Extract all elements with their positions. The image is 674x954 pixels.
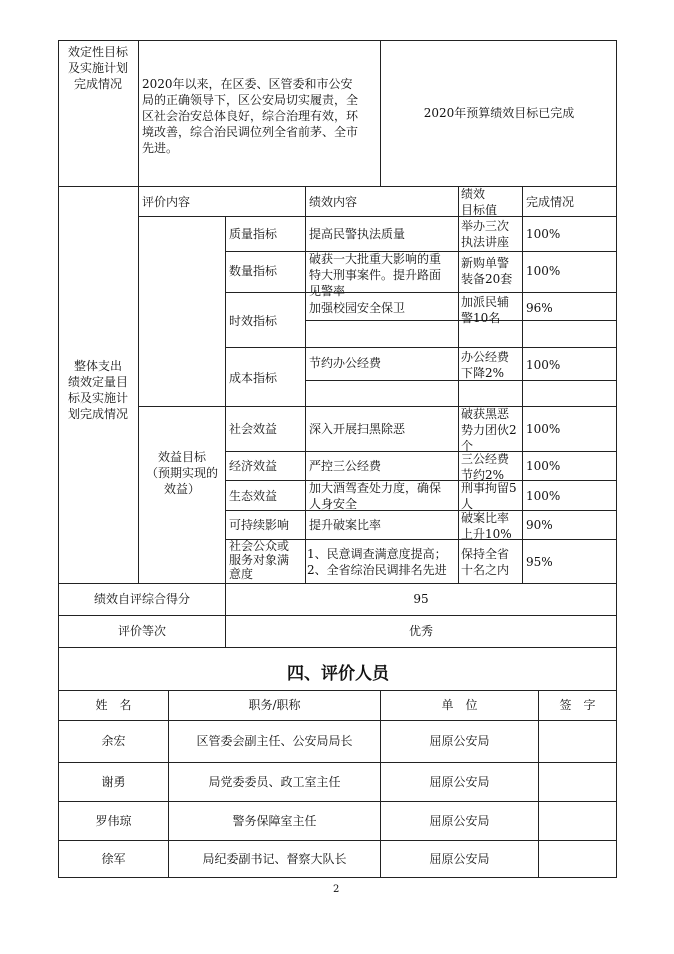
- grid-line: [225, 347, 617, 348]
- qualitative-goal-description: 2020年以来，在区委、区管委和市公安 局的正确领导下，区公安局切实履责，全 区社会治安总体良好，综合治理有效，环 境改善，综合治民调位列全省前茅、全市 先进。: [142, 77, 359, 155]
- evaluator-name: 谢勇: [101, 775, 126, 789]
- indicator-label: 成本指标: [229, 371, 278, 385]
- header-perf-content: 绩效内容: [309, 195, 358, 209]
- status-cell: 100%: [526, 227, 561, 241]
- evaluator-unit: 屈原公安局: [429, 852, 490, 866]
- evaluator-position: 局党委委员、政工室主任: [208, 775, 341, 789]
- quantitative-goal-label: 整体支出 绩效定量目 标及实施计 划完成情况: [67, 359, 128, 421]
- score-value: 95: [413, 592, 429, 606]
- score-label: 绩效自评综合得分: [93, 592, 190, 606]
- status-cell: 90%: [526, 518, 553, 532]
- grid-line: [58, 690, 617, 691]
- perf-content-cell: 加大酒驾查处力度，确保 人身安全: [309, 481, 442, 511]
- target-value-cell: 三公经费 节约2%: [461, 452, 510, 482]
- target-value-cell: 破案比率 上升10%: [461, 511, 512, 541]
- evaluator-unit: 屈原公安局: [429, 775, 490, 789]
- evaluator-name: 徐军: [101, 852, 126, 866]
- status-cell: 100%: [526, 459, 561, 473]
- grid-line: [58, 615, 617, 616]
- table-border-top: [58, 40, 617, 41]
- target-value-cell: 办公经费 下降2%: [461, 350, 510, 380]
- status-cell: 95%: [526, 555, 553, 569]
- header-status: 完成情况: [526, 195, 575, 209]
- header-name: 姓 名: [95, 698, 132, 712]
- grid-line: [58, 762, 617, 763]
- evaluator-unit: 屈原公安局: [429, 814, 490, 828]
- indicator-label: 经济效益: [229, 459, 278, 473]
- table-border-bottom: [58, 877, 617, 878]
- evaluator-unit: 屈原公安局: [429, 734, 490, 748]
- indicator-label: 时效指标: [229, 314, 278, 328]
- target-value-cell: 举办三次 执法讲座: [461, 219, 510, 249]
- status-cell: 100%: [526, 489, 561, 503]
- perf-content-cell: 节约办公经费: [309, 356, 382, 370]
- grid-line: [138, 406, 617, 407]
- indicator-label: 质量指标: [229, 227, 278, 241]
- grid-line: [138, 216, 617, 217]
- perf-content-cell: 提高民警执法质量: [309, 227, 406, 241]
- grid-line: [305, 186, 306, 583]
- indicator-label: 可持续影响: [229, 518, 290, 532]
- target-value-cell: 破获黑恶 势力团伙2 个: [461, 407, 517, 453]
- header-target-value: 绩效 目标值: [461, 187, 498, 217]
- header-position: 职务/职称: [248, 698, 301, 712]
- grid-line: [58, 186, 617, 187]
- header-unit: 单 位: [441, 698, 478, 712]
- grade-label: 评价等次: [117, 624, 166, 638]
- grid-line: [380, 40, 381, 186]
- header-eval-content: 评价内容: [142, 195, 191, 209]
- target-value-cell: 新购单警 装备20套: [461, 256, 513, 286]
- qualitative-goal-result: 2020年预算绩效目标已完成: [423, 106, 575, 120]
- table-border-right: [616, 40, 617, 878]
- qualitative-goal-label: 效定性目标 及实施计划 完成情况: [67, 45, 128, 91]
- page-number: 2: [333, 884, 340, 895]
- benefit-goal-label: 效益目标 （预期实现的 效益）: [145, 450, 218, 496]
- grid-line: [458, 186, 459, 583]
- grid-line: [58, 647, 617, 648]
- indicator-label: 社会效益: [229, 422, 278, 436]
- evaluator-position: 局纪委副书记、督察大队长: [202, 852, 347, 866]
- grid-line: [225, 216, 226, 583]
- grid-line: [58, 720, 617, 721]
- section-title: 四、评价人员: [287, 664, 389, 684]
- grid-line: [138, 40, 139, 583]
- status-cell: 96%: [526, 301, 553, 315]
- status-cell: 100%: [526, 264, 561, 278]
- grid-line: [58, 801, 617, 802]
- target-value-cell: 刑事拘留5 人: [461, 481, 517, 511]
- grid-line: [225, 451, 617, 452]
- indicator-label: 数量指标: [229, 264, 278, 278]
- status-cell: 100%: [526, 358, 561, 372]
- evaluator-position: 区管委会副主任、公安局局长: [196, 734, 353, 748]
- perf-content-cell: 加强校园安全保卫: [309, 301, 406, 315]
- grid-line: [58, 583, 617, 584]
- target-value-cell: 加派民辅 警10名: [461, 295, 510, 325]
- grade-value: 优秀: [408, 624, 433, 638]
- status-cell: 100%: [526, 422, 561, 436]
- grid-line: [58, 840, 617, 841]
- header-sign: 签 字: [559, 698, 596, 712]
- grid-line: [168, 690, 169, 878]
- evaluator-name: 余宏: [101, 734, 126, 748]
- table-border-left: [58, 40, 59, 878]
- perf-content-cell: 提升破案比率: [309, 518, 382, 532]
- perf-content-cell: 破获一大批重大影响的重 特大刑事案件。提升路面 见警率: [309, 252, 442, 298]
- grid-line: [522, 186, 523, 583]
- indicator-label: 生态效益: [229, 489, 278, 503]
- grid-line: [538, 690, 539, 878]
- evaluator-position: 警务保障室主任: [232, 814, 317, 828]
- indicator-label: 社会公众或 服务对象满 意度: [229, 539, 290, 581]
- perf-content-cell: 1、民意调查满意度提高； 2、全省综治民调排名先进: [307, 547, 447, 577]
- grid-line: [380, 690, 381, 878]
- perf-content-cell: 严控三公经费: [309, 459, 382, 473]
- evaluator-name: 罗伟琼: [95, 814, 132, 828]
- target-value-cell: 保持全省 十名之内: [461, 547, 510, 577]
- perf-content-cell: 深入开展扫黑除恶: [309, 422, 406, 436]
